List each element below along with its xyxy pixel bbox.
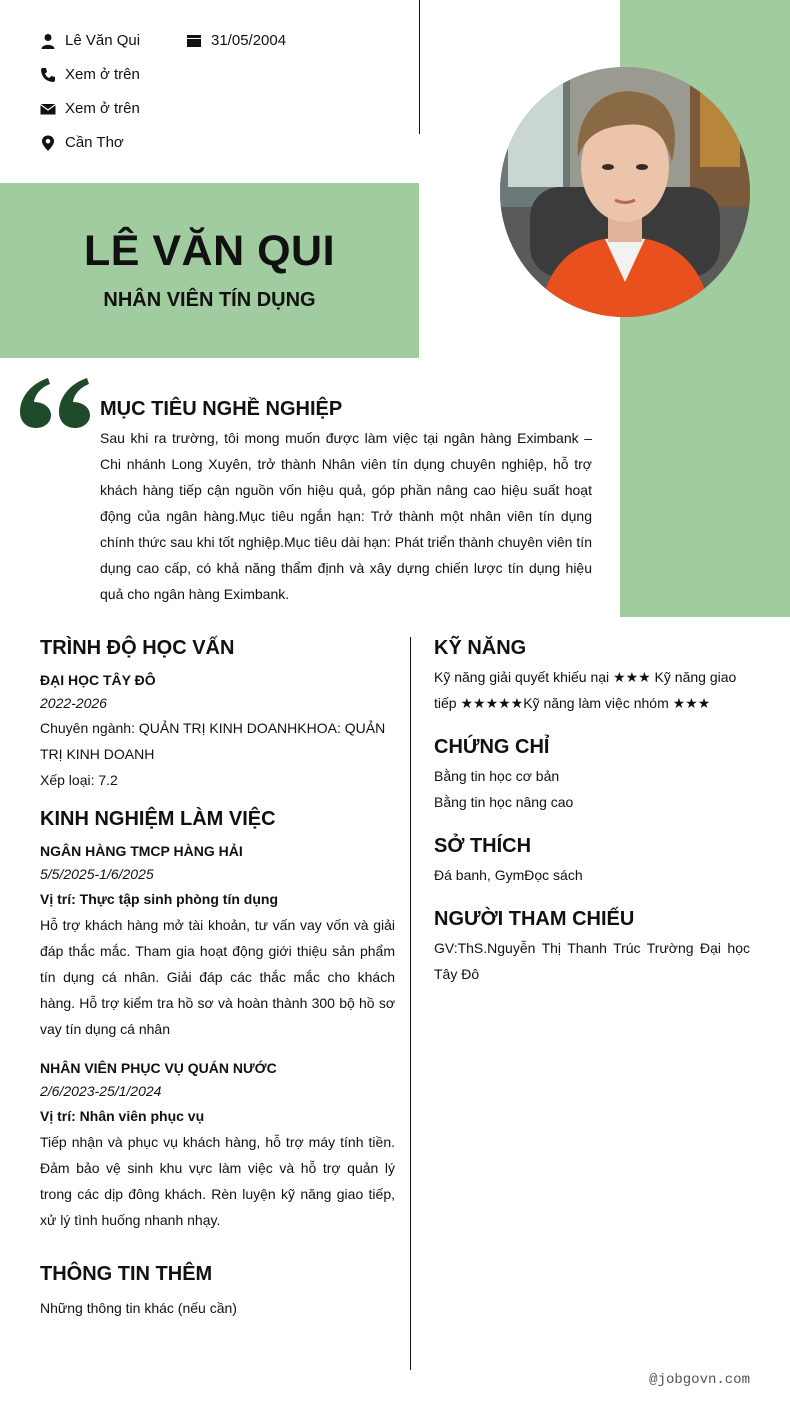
extra-heading: THÔNG TIN THÊM <box>40 1263 213 1285</box>
education-major: Chuyên ngành: QUẢN TRỊ KINH DOANHKHOA: QUẢN TRỊ KINH DOANH <box>40 720 386 762</box>
quote-icon <box>18 378 94 430</box>
birthdate-text: 31/05/2004 <box>211 32 287 49</box>
skills-heading: KỸ NĂNG <box>434 637 527 659</box>
experience-heading: KINH NGHIỆM LÀM VIỆC <box>40 808 276 830</box>
contact-birthdate <box>186 32 286 49</box>
certificates-heading: CHỨNG CHỈ <box>434 736 550 758</box>
contact-name <box>40 32 140 49</box>
education-period: 2022-2026 <box>40 695 107 711</box>
job-company: NGÂN HÀNG TMCP HÀNG HẢI <box>40 843 243 859</box>
job-position: Vị trí: Thực tập sinh phòng tín dụng <box>40 891 278 907</box>
certificate-item: Bằng tin học nâng cao <box>434 794 574 810</box>
email-text: Xem ở trên <box>65 100 140 117</box>
references-heading: NGƯỜI THAM CHIẾU <box>434 908 635 930</box>
job-description: Hỗ trợ khách hàng mở tài khoản, tư vấn vay vốn và giải đáp thắc mắc. Tham gia hoạt động giới thiệu sản phẩm tín dụng cá nhân. Giải đáp các thắc mắc cho khách hàng. Hỗ trợ kiểm tra hồ sơ và hoàn thành 300 bộ hồ sơ vay tín dụng cá nhân <box>40 917 395 1037</box>
contact-name-text: Lê Văn Qui <box>65 32 141 49</box>
objective-heading: MỤC TIÊU NGHỀ NGHIỆP <box>100 398 343 420</box>
objective-text: Sau khi ra trường, tôi mong muốn được làm việc tại ngân hàng Eximbank – Chi nhánh Long Xuyên, trở thành Nhân viên tín dụng chuyên nghiệp, hỗ trợ khách hàng tiếp cận nguồn vốn hiệu quả, góp phần nâng cao hiệu suất hoạt động của ngân hàng.Mục tiêu ngắn hạn: Trở thành một nhân viên tín dụng chính thức sau khi tốt nghiệp.Mục tiêu dài hạn: Phát triển thành chuyên viên tín dụng cao cấp, có khả năng thẩm định và xây dựng chiến lược tín dụng hiệu quả cho ngân hàng Eximbank. <box>100 430 592 602</box>
job-period: 5/5/2025-1/6/2025 <box>40 866 154 882</box>
phone-icon <box>40 67 56 83</box>
education-grade: Xếp loại: 7.2 <box>40 772 118 788</box>
full-name: LÊ VĂN QUI <box>83 227 336 275</box>
hobbies-heading: SỞ THÍCH <box>434 835 532 857</box>
email-icon <box>40 101 56 117</box>
job-period: 2/6/2023-25/1/2024 <box>40 1083 162 1099</box>
calendar-icon <box>186 33 202 49</box>
location-pin-icon <box>40 135 56 151</box>
education-school: ĐẠI HỌC TÂY ĐÔ <box>40 672 156 688</box>
job-description: Tiếp nhận và phục vụ khách hàng, hỗ trợ máy tính tiền. Đảm bảo vệ sinh khu vực làm việc và hỗ trợ quản lý trong các dịp đông khách. Rèn luyện kỹ năng giao tiếp, xử lý tình huống nhanh nhạy. <box>40 1134 395 1228</box>
profile-photo <box>500 67 750 317</box>
job-company: NHÂN VIÊN PHỤC VỤ QUÁN NƯỚC <box>40 1060 277 1076</box>
contact-email <box>40 100 140 117</box>
address-text: Cần Thơ <box>65 134 124 151</box>
name-banner <box>0 183 419 358</box>
contact-address <box>40 134 124 151</box>
contact-phone <box>40 66 140 83</box>
education-heading: TRÌNH ĐỘ HỌC VẤN <box>40 637 235 659</box>
person-icon <box>40 33 56 49</box>
references-text: GV:ThS.Nguyễn Thị Thanh Trúc Trường Đại học Tây Đô <box>434 940 750 982</box>
skills-text: Kỹ năng giải quyết khiếu nại ★★★ Kỹ năng giao tiếp ★★★★★Kỹ năng làm việc nhóm ★★★ <box>434 669 737 711</box>
certificate-item: Bằng tin học cơ bản <box>434 768 560 784</box>
extra-text: Những thông tin khác (nếu cần) <box>40 1300 237 1316</box>
job-title: NHÂN VIÊN TÍN DỤNG <box>103 289 316 311</box>
divider-top <box>419 0 420 134</box>
phone-text: Xem ở trên <box>65 66 140 83</box>
job-position: Vị trí: Nhân viên phục vụ <box>40 1108 205 1124</box>
watermark: @jobgovn.com <box>649 1372 750 1388</box>
column-divider <box>410 637 411 1370</box>
hobbies-text: Đá banh, GymĐọc sách <box>434 867 583 883</box>
